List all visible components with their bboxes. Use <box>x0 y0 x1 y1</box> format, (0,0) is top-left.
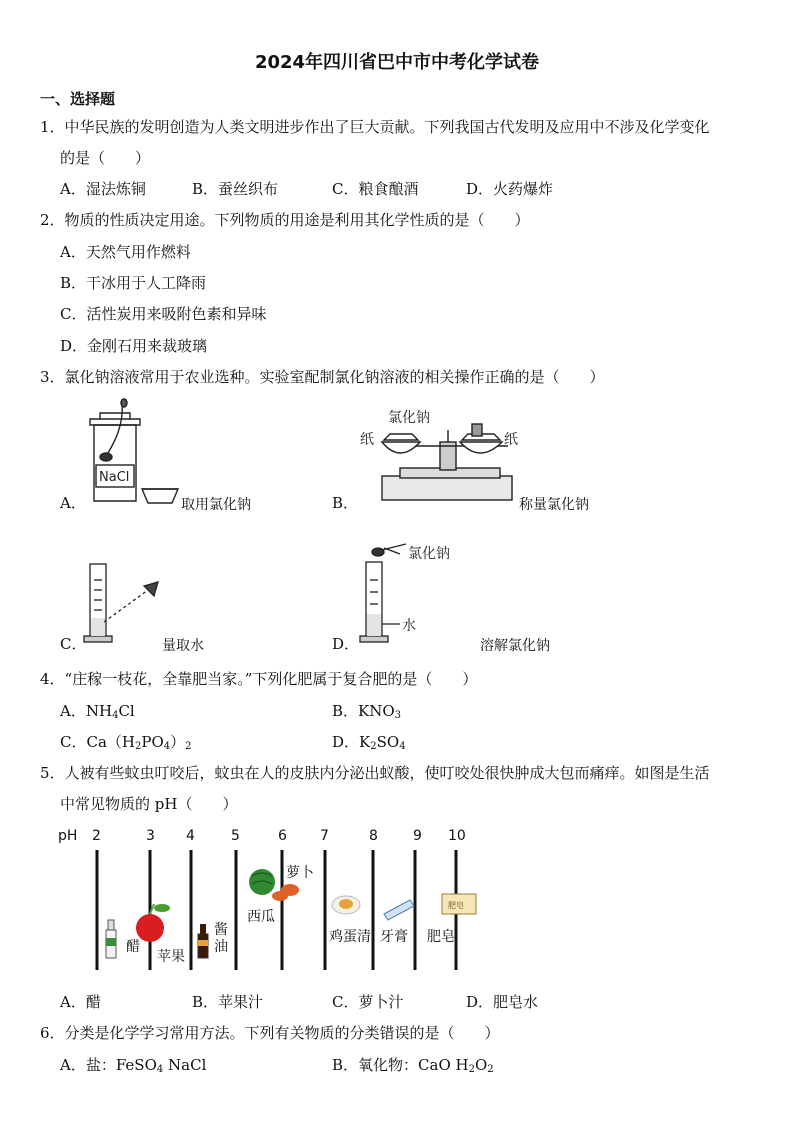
egg-white-icon <box>332 896 360 914</box>
q6-option-a[interactable]: A．盐：FeSO$_4$ NaCl <box>60 1056 207 1075</box>
q4-option-b[interactable]: B．$KNO_3$ <box>332 702 402 721</box>
q3-option-c-caption: 量取水 <box>162 638 204 654</box>
q6-option-b[interactable]: B．氧化物：CaO $H_2O_2$ <box>332 1056 494 1075</box>
paper-label-left: 纸 <box>360 432 374 448</box>
q3-option-b-caption: 称量氯化钠 <box>519 497 589 513</box>
ph-bars <box>90 850 470 975</box>
balance-figure <box>360 402 520 507</box>
q2-option-c[interactable]: C．活性炭用来吸附色素和异味 <box>60 305 267 323</box>
item-carrot-label: 萝卜 <box>286 865 314 881</box>
nacl-label-cylinder: 氯化钠 <box>408 546 450 562</box>
toothpaste-icon <box>384 900 414 920</box>
q3-stem: 3．氯化钠溶液常用于农业选种。实验室配制氯化钠溶液的相关操作正确的是（ ） <box>40 368 605 386</box>
ph-axis-label: pH <box>58 828 78 844</box>
apple-icon <box>136 904 170 942</box>
item-soap-label: 肥皂 <box>427 929 455 945</box>
q2-stem: 2．物质的性质决定用途。下列物质的用途是利用其化学性质的是（ ） <box>40 211 530 229</box>
q1-stem-line2: 的是（ ） <box>60 149 151 167</box>
q4-stem: 4．“庄稼一枝花，全靠肥当家。”下列化肥属于复合肥的是（ ） <box>40 670 478 688</box>
cylinder-reading-figure <box>84 560 174 650</box>
ph-tick-4: 4 <box>186 828 195 844</box>
q5-stem-line2: 中常见物质的 pH（ ） <box>60 795 238 813</box>
q1-option-d[interactable]: D．火药爆炸 <box>466 180 554 198</box>
item-soy-sauce-label: 酱油 <box>214 922 228 955</box>
ph-tick-2: 2 <box>92 828 101 844</box>
item-egg-white-label: 鸡蛋清 <box>329 929 371 945</box>
q6-stem: 6．分类是化学学习常用方法。下列有关物质的分类错误的是（ ） <box>40 1024 500 1042</box>
q4-option-a[interactable]: A．$NH_4Cl$ <box>60 702 135 721</box>
ph-tick-3: 3 <box>146 828 155 844</box>
q5-option-d[interactable]: D．肥皂水 <box>466 993 539 1011</box>
q3-option-b-letter[interactable]: B． <box>332 494 359 512</box>
water-label: 水 <box>402 618 416 634</box>
nacl-bottle-figure <box>80 395 190 510</box>
ph-tick-10: 10 <box>448 828 466 844</box>
q3-option-c-letter[interactable]: C． <box>60 635 87 653</box>
carrot-icon <box>272 884 299 901</box>
ph-tick-7: 7 <box>320 828 329 844</box>
q2-option-d[interactable]: D．金刚石用来裁玻璃 <box>60 337 208 355</box>
q1-option-a[interactable]: A．湿法炼铜 <box>60 180 146 198</box>
q1-option-b[interactable]: B．蚕丝织布 <box>192 180 279 198</box>
page-title: 2024年四川省巴中市中考化学试卷 <box>254 52 540 73</box>
cylinder-dissolving-figure <box>360 540 470 645</box>
soap-icon <box>442 894 476 914</box>
ph-tick-9: 9 <box>413 828 422 844</box>
q1-stem-line1: 1．中华民族的发明创造为人类文明进步作出了巨大贡献。下列我国古代发明及应用中不涉及化学变化 <box>40 118 710 136</box>
soap-box-text: 肥皂 <box>448 901 464 910</box>
watermelon-icon <box>249 869 275 895</box>
item-vinegar-label: 醋 <box>126 939 140 955</box>
q4-option-c[interactable]: C．$Ca(H_2PO_4)_2$ <box>60 733 192 752</box>
q5-option-a[interactable]: A．醋 <box>60 993 101 1011</box>
ph-tick-6: 6 <box>278 828 287 844</box>
q3-option-d-letter[interactable]: D． <box>332 635 360 653</box>
ph-tick-5: 5 <box>231 828 240 844</box>
q3-option-d-caption: 溶解氯化钠 <box>480 638 550 654</box>
q3-option-a-letter[interactable]: A． <box>60 494 86 512</box>
nacl-label-balance: 氯化钠 <box>388 410 430 426</box>
q5-stem-line1: 5．人被有些蚊虫叮咬后，蚊虫在人的皮肤内分泌出蚁酸，使叮咬处很快肿成大包而痛痒。如图是生活 <box>40 764 710 782</box>
q4-option-d[interactable]: D．$K_2SO_4$ <box>332 733 406 752</box>
item-toothpaste-label: 牙膏 <box>380 929 408 945</box>
q1-option-c[interactable]: C．粮食酿酒 <box>332 180 419 198</box>
nacl-bottle-label: NaCl <box>99 470 130 485</box>
q3-option-a-caption: 取用氯化钠 <box>181 497 251 513</box>
ph-tick-8: 8 <box>369 828 378 844</box>
item-watermelon-label: 西瓜 <box>247 909 275 925</box>
vinegar-bottle-icon <box>106 920 116 958</box>
section-heading: 一、选择题 <box>40 90 116 108</box>
q5-option-b[interactable]: B．苹果汁 <box>192 993 264 1011</box>
soy-sauce-bottle-icon <box>198 924 208 958</box>
q2-option-b[interactable]: B．干冰用于人工降雨 <box>60 274 207 292</box>
paper-label-right: 纸 <box>504 432 518 448</box>
q5-option-c[interactable]: C．萝卜汁 <box>332 993 404 1011</box>
item-apple-label: 苹果 <box>157 949 185 965</box>
q2-option-a[interactable]: A．天然气用作燃料 <box>60 243 191 261</box>
